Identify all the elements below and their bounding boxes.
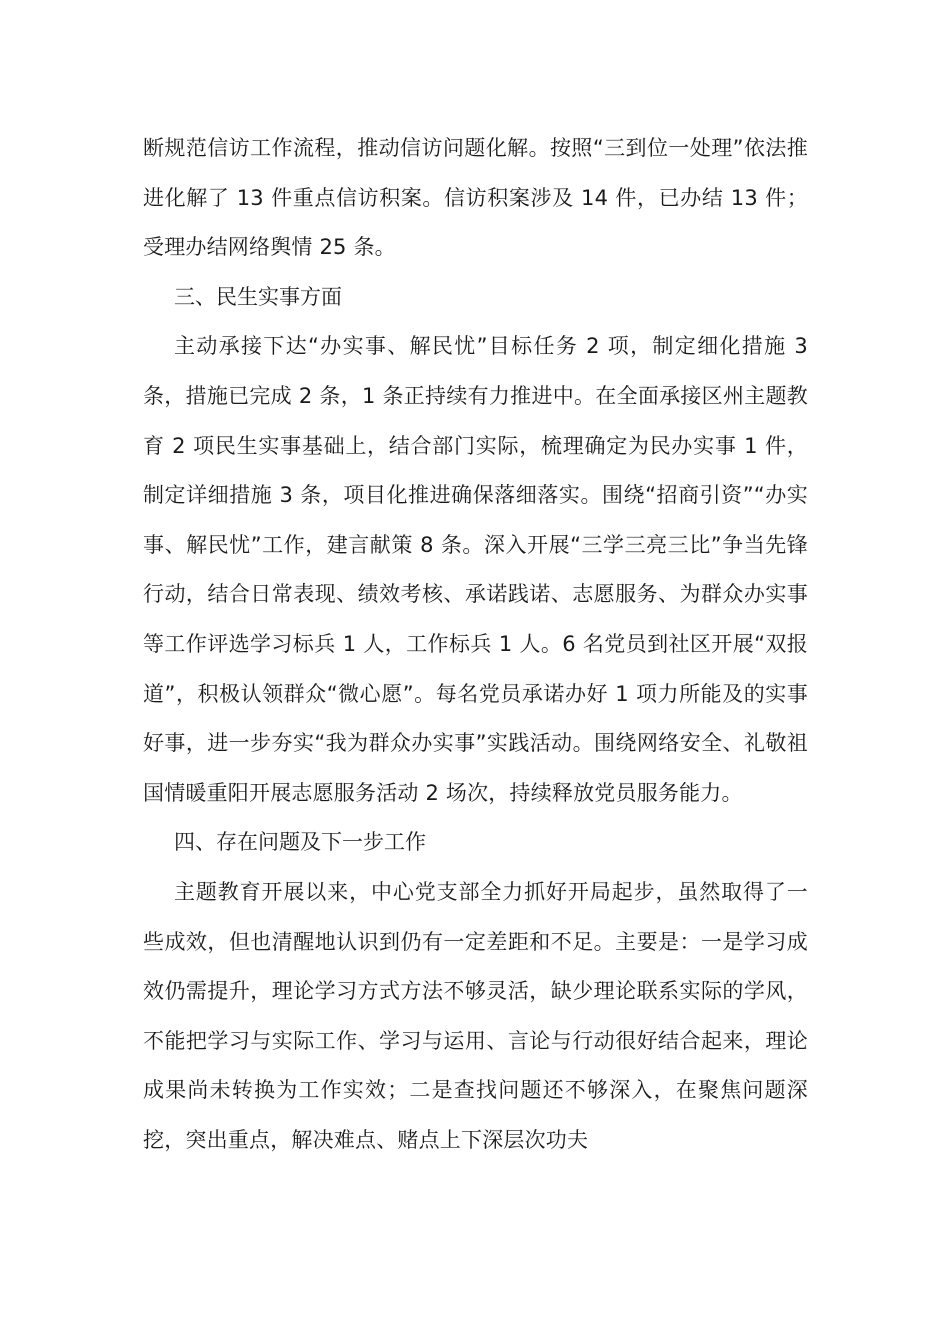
paragraph-petition-continued: 断规范信访工作流程，推动信访问题化解。按照“三到位一处理”依法推进化解了 13 件重点信访积案。信访积案涉及 14 件，已办结 13 件；受理办结网络舆情 25 条。	[143, 136, 808, 260]
document-body	[143, 124, 808, 1165]
paragraph-problems: 主题教育开展以来，中心党支部全力抓好开局起步，虽然取得了一些成效，但也清醒地认识到仍有一定差距和不足。主要是：一是学习成效仍需提升，理论学习方式方法不够灵活，缺少理论联系实际的学风，不能把学习与实际工作、学习与运用、言论与行动很好结合起来，理论成果尚未转换为工作实效；二是查找问题还不够深入，在聚焦问题深挖，突出重点，解决难点、赌点上下深层次功夫	[143, 879, 808, 1152]
section-heading-problems: 四、存在问题及下一步工作	[174, 830, 426, 855]
paragraph-livelihood: 主动承接下达“办实事、解民忧”目标任务 2 项，制定细化措施 3 条，措施已完成 2 条，1 条正持续有力推进中。在全面承接区州主题教育 2 项民生实事基础上，结合部门实际，梳理确定为民办实事 1 件，制定详细措施 3 条，项目化推进确保落细落实。围绕“招商引资”“办实事、解民忧”工作，建言献策 8 条。深入开展“三学三亮三比”争当先锋行动，结合日常表现、绩效考核、承诺践诺、志愿服务、为群众办实事等工作评选学习标兵 1 人，工作标兵 1 人。6 名党员到社区开展“双报道”，积极认领群众“微心愿”。每名党员承诺办好 1 项力所能及的实事好事，进一步夯实“我为群众办实事”实践活动。围绕网络安全、礼敬祖国情暖重阳开展志愿服务活动 2 场次，持续释放党员服务能力。	[143, 334, 808, 805]
section-heading-livelihood: 三、民生实事方面	[174, 284, 342, 309]
